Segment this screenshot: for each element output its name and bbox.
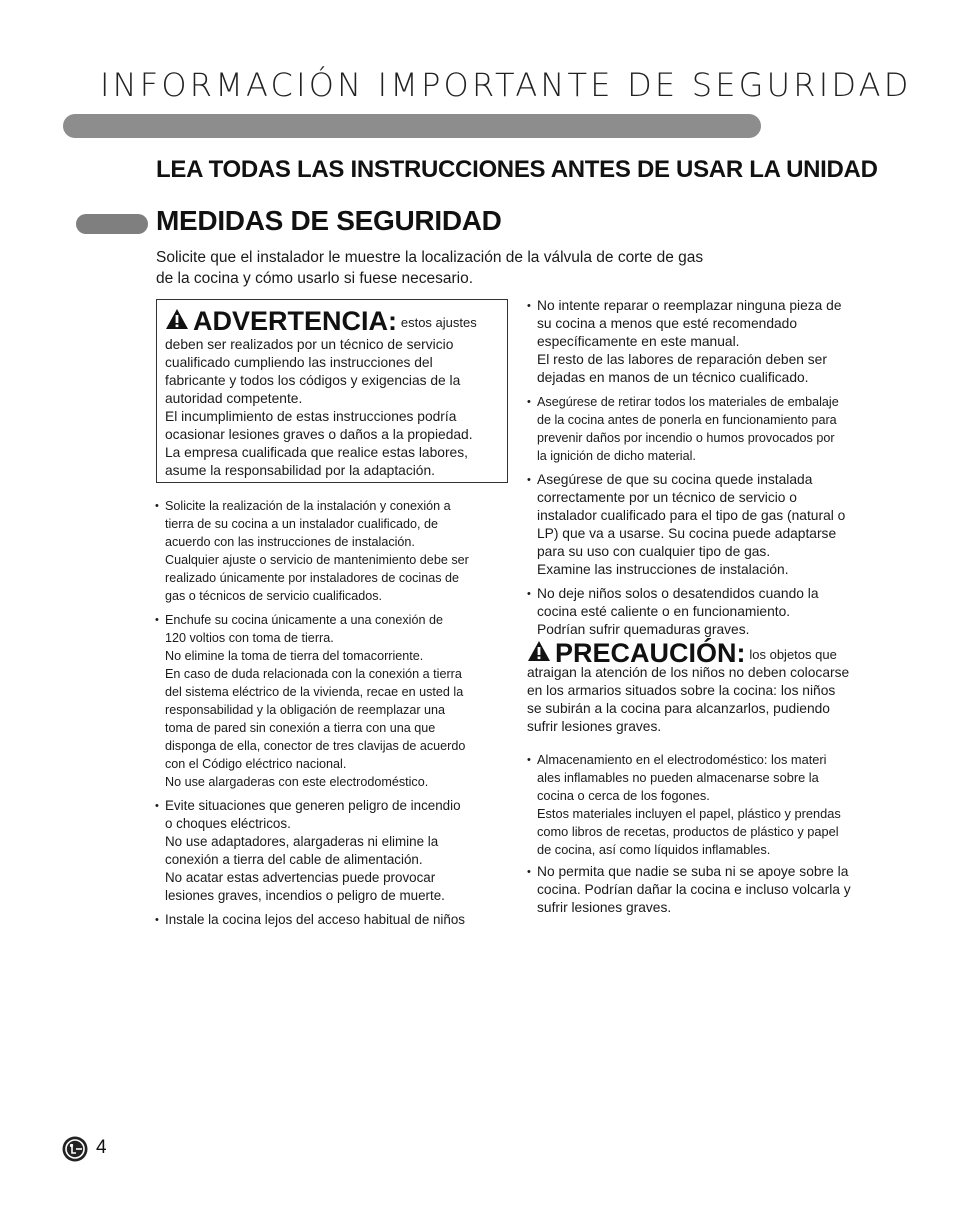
caution-bullet-list [527,751,883,921]
bullet-line: como libros de recetas, productos de plástico y papel [537,824,839,839]
bullet-icon: • [155,500,159,512]
bullet-icon: • [155,614,159,626]
warning-line: asume la responsabilidad por la adaptación. [165,463,435,478]
bullet-line: No permita que nadie se suba ni se apoye sobre la [537,864,849,879]
bullet-line: Podrían sufrir quemaduras graves. [537,622,750,637]
caution-line: sufrir lesiones graves. [527,719,662,734]
bullet-line: acuerdo con las instrucciones de instalación. [165,535,415,549]
bullet-line: No intente reparar o reemplazar ninguna pieza de [537,298,842,313]
bullet-line: lesiones graves, incendios o peligro de muerte. [165,888,445,903]
warning-line: ocasionar lesiones graves o daños a la propiedad. [165,427,473,442]
warning-line: autoridad competente. [165,391,303,406]
bullet-icon: • [527,474,531,486]
bullet-line: cocina o cerca de los fogones. [537,788,710,803]
warning-box [156,299,508,483]
bullet-line: No deje niños solos o desatendidos cuando la [537,586,819,601]
bullet-icon: • [527,300,531,312]
bullet-line: de la cocina antes de ponerla en funcionamiento para [537,413,837,427]
right-bullet-list [527,297,883,645]
bullet-line: Asegúrese de retirar todos los materiales de embalaje [537,395,839,409]
bullet-line: realizado únicamente por instaladores de cocinas de [165,571,460,585]
bullet-line: 120 voltios con toma de tierra. [165,631,334,645]
bullet-line: ales inflamables no pueden almacenarse sobre la [537,770,819,785]
section-marker [76,214,148,234]
page-number: 4 [96,1137,107,1158]
warning-line: deben ser realizados por un técnico de servicio [165,337,454,352]
warning-line: La empresa cualificada que realice estas labores, [165,445,468,460]
list-item [527,863,883,917]
bullet-line: Estos materiales incluyen el papel, plástico y prendas [537,806,841,821]
bullet-line: conexión a tierra del cable de alimentación. [165,852,423,867]
list-item [155,497,511,605]
bullet-line: su cocina a menos que esté recomendado [537,316,798,331]
left-bullet-list [155,497,511,935]
caution-block [527,640,883,736]
list-item [527,751,883,859]
bullet-line: del sistema eléctrico de la vivienda, recae en usted la [165,685,464,699]
list-item [527,585,883,639]
section-intro [156,247,816,289]
caution-line: en los armarios situados sobre la cocina: los niños [527,683,836,698]
warning-line: cualificado cumpliendo las instrucciones del [165,355,433,370]
bullet-line: toma de pared sin conexión a tierra con una que [165,721,436,735]
bullet-line: En caso de duda relacionada con la conexión a tierra [165,667,462,681]
bullet-line: Asegúrese de que su cocina quede instalada [537,472,813,487]
bullet-line: la ignición de dicho material. [537,449,696,463]
page-title: INFORMACIÓN IMPORTANTE DE SEGURIDAD [100,66,912,104]
bullet-line: No acatar estas advertencias puede provocar [165,870,436,885]
bullet-line: tierra de su cocina a un instalador cualificado, de [165,517,439,531]
warning-line: fabricante y todos los códigos y exigencias de la [165,373,461,388]
list-item [527,297,883,387]
warning-lead: estos ajustes [400,315,477,330]
bullet-line: sufrir lesiones graves. [537,900,672,915]
bullet-line: con el Código eléctrico nacional. [165,757,347,771]
caution-label: PRECAUCIÓN: [555,638,746,668]
bullet-icon: • [155,914,159,926]
bullet-line: Almacenamiento en el electrodoméstico: los materi [537,752,827,767]
bullet-line: correctamente por un técnico de servicio o [537,490,797,505]
bullet-line: No use adaptadores, alargaderas ni elimine la [165,834,439,849]
list-item [155,797,511,905]
bullet-line: Cualquier ajuste o servicio de mantenimiento debe ser [165,553,469,567]
intro-line: de la cocina y cómo usarlo si fuese necesario. [156,270,474,287]
bullet-icon: • [527,396,531,408]
caution-line: atraigan la atención de los niños no deben colocarse [527,665,850,680]
bullet-line: Examine las instrucciones de instalación. [537,562,789,577]
bullet-line: instalador cualificado para el tipo de gas (natural o [537,508,846,523]
warning-triangle-icon [165,308,189,330]
list-item [527,393,883,465]
bullet-line: Solicite la realización de la instalación y conexión a [165,499,451,513]
list-item [527,471,883,579]
bullet-line: específicamente en este manual. [537,334,740,349]
caution-lead: los objetos que [749,647,837,662]
bullet-line: gas o técnicos de servicio cualificados. [165,589,383,603]
bullet-line: cocina esté caliente o en funcionamiento. [537,604,791,619]
bullet-icon: • [527,754,531,766]
bullet-line: LP) que va a usarse. Su cocina puede adaptarse [537,526,837,541]
bullet-line: No elimine la toma de tierra del tomacorriente. [165,649,424,663]
bullet-icon: • [155,800,159,812]
section-title: MEDIDAS DE SEGURIDAD [156,205,502,236]
warning-triangle-icon [527,640,551,662]
list-item [155,911,511,929]
bullet-icon: • [527,588,531,600]
lg-logo-icon [62,1136,88,1162]
bullet-line: o choques eléctricos. [165,816,291,831]
bullet-line: Evite situaciones que generen peligro de incendio [165,798,461,813]
list-item [155,611,511,791]
bullet-line: El resto de las labores de reparación deben ser [537,352,827,367]
title-divider-bar [63,114,761,138]
bullet-line: disponga de ella, conector de tres clavijas de acuerdo [165,739,466,753]
bullet-line: Instale la cocina lejos del acceso habitual de niños [165,912,465,927]
caution-line: se subirán a la cocina para alcanzarlos, pudiendo [527,701,830,716]
bullet-line: cocina. Podrían dañar la cocina e incluso volcarla y [537,882,851,897]
bullet-icon: • [527,866,531,878]
intro-line: Solicite que el instalador le muestre la localización de la válvula de corte de gas [156,249,704,266]
bullet-line: responsabilidad y la obligación de reemplazar una [165,703,446,717]
bullet-line: para su uso con cualquier tipo de gas. [537,544,771,559]
warning-line: El incumplimiento de estas instrucciones podría [165,409,457,424]
subheading: LEA TODAS LAS INSTRUCCIONES ANTES DE USAR LA UNIDAD [156,156,878,183]
bullet-line: No use alargaderas con este electrodoméstico. [165,775,429,789]
bullet-line: prevenir daños por incendio o humos provocados por [537,431,835,445]
bullet-line: dejadas en manos de un técnico cualificado. [537,370,809,385]
bullet-line: de cocina, así como líquidos inflamables. [537,842,771,857]
warning-label: ADVERTENCIA: [193,306,398,336]
bullet-line: Enchufe su cocina únicamente a una conexión de [165,613,443,627]
